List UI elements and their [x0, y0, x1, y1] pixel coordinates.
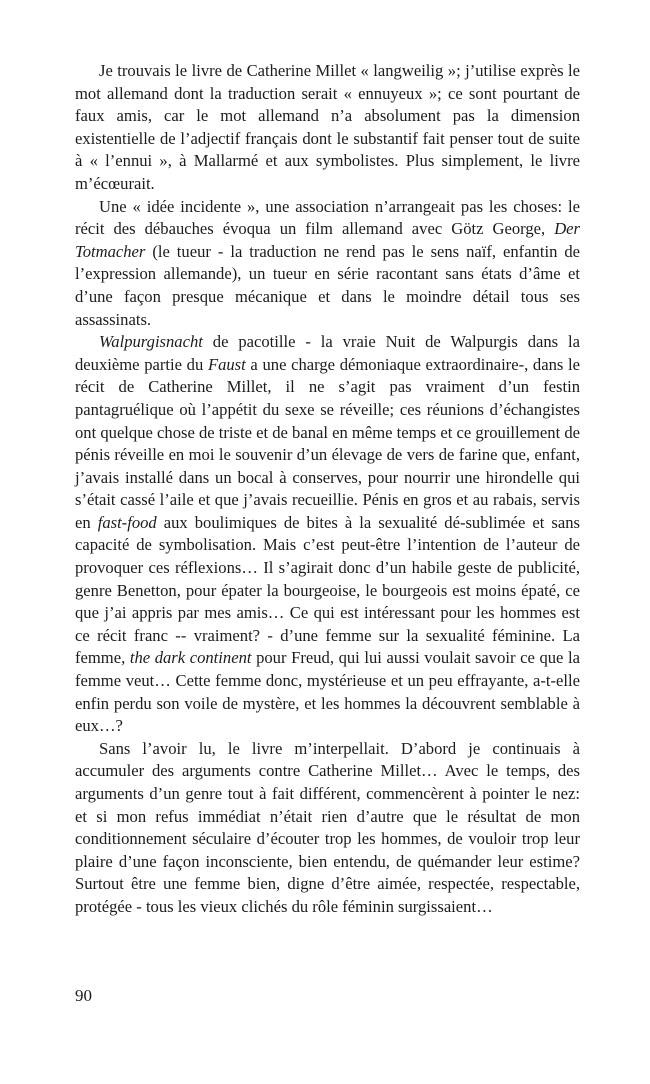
text-run: Une « idée incidente », une association n’arrangeait pas les choses: le récit des débauches évoqua un film allemand avec Götz George,: [75, 196, 580, 239]
paragraph: [75, 331, 580, 738]
text-run: aux boulimiques de bites à la sexualité dé-sublimée et sans capacité de symbolisation. Mais c’est peut-être l’intention de l’auteur de provoquer ces réflexions… Il s’agirait donc d’un habile geste de publicité, genre Benetton, pour épater la bourgeoise, le bourgeois est moins épaté, ce que j’ai appris par mes amis… Ce qui est intéressant pour les hommes est ce récit franc -- vraiment? - d’une femme sur la sexualité féminine. La femme,: [75, 512, 580, 668]
italic-title: Walpurgisnacht: [99, 332, 203, 352]
paragraph: [75, 196, 580, 332]
text-run: de pacotille - la vraie Nuit de Walpurgis dans la deuxième partie du: [75, 332, 580, 374]
page-number: 90: [75, 986, 92, 1005]
italic-term: the dark continent: [129, 648, 252, 668]
italic-title: Der Totmacher: [75, 219, 580, 261]
text-run: Sans l’avoir lu, le livre m’interpellait. D’abord je continuais à accumuler des arguments contre Catherine Millet… Avec le temps, des arguments d’un genre tout à fait différent, commencèrent à pointer le nez: et si mon refus immédiat n’était rien d’autre que le résultat de mon conditionnement séculaire d’écouter trop les hommes, de vouloir trop leur plaire d’une façon inconsciente, bien entendu, de quémander leur estime? Surtout être une femme bien, digne d’être aimée, respectée, respectable, protégée - tous les vieux clichés du rôle féminin surgissaient…: [75, 738, 580, 916]
italic-term: fast-food: [97, 512, 157, 532]
paragraph: [75, 60, 580, 196]
italic-title: Faust: [207, 354, 246, 374]
paragraph: [75, 738, 580, 919]
text-run: a une charge démoniaque extraordinaire-, dans le récit de Catherine Millet, il ne s’agit pas vraiment d’un festin pantagruélique où l’appétit du sexe se réveille; ces réunions d’échangistes ont quelque chose de triste et de banal en même temps et ce grouillement de pénis réveille en moi le souvenir d’un élevage de vers de farine que, enfant, j’avais installé dans un bocal à conserves, pour nourrir une hirondelle qui s’était cassé l’aile et que j’avais recueillie. Pénis en gros et au rabais, servis en: [75, 354, 581, 532]
text-run: Je trouvais le livre de Catherine Millet « langweilig »; j’utilise exprès le mot allemand dont la traduction serait « ennuyeux »; ce sont pourtant de faux amis, car le mot allemand n’a absolument pas la dimension existentielle de l’adjectif français dont le substantif fait penser tout de suite à « l’ennui », à Mallarmé et aux symbolistes. Plus simplement, le livre m’écœurait.: [75, 61, 580, 193]
text-run: pour Freud, qui lui aussi voulait savoir ce que la femme veut… Cette femme donc, mystérieuse et un peu effrayante, a-t-elle enfin perdu son voile de mystère, et les hommes la découvrent semblable à eux…?: [75, 648, 581, 736]
text-run: (le tueur - la traduction ne rend pas le sens naïf, enfantin de l’expression allemande), un tueur en série racontant sans états d’âme et d’une façon presque mécanique et dans le moindre détail tous ses assassinats.: [75, 241, 580, 329]
page-body: [75, 60, 580, 919]
